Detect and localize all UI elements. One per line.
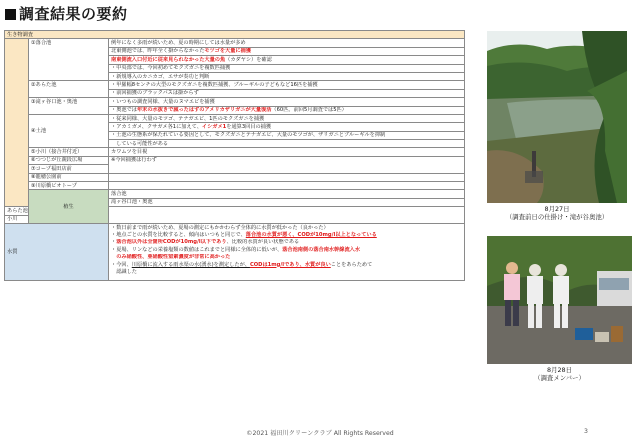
section-water: 水質	[5, 223, 109, 280]
ochiai-row-5: ・新規導入のカニカゴ、エサが奏功と判断	[109, 72, 465, 80]
site-ochiai: ①落合池	[29, 39, 109, 81]
water-row-6: ・今回、川原橋に流入する雨水渠の水(湧水)を測定したが、CODは1mg/lであり、水質が良いことをあらためて	[109, 261, 465, 268]
members-photo	[487, 236, 632, 364]
pond-photo-illustration	[487, 31, 627, 203]
water-red-5: CODは1mg/lであり、水質が良い	[249, 261, 331, 268]
section-biology: 生き物調査	[5, 31, 465, 39]
ochiai-row-4: ・中央部では、今回初めてモクズガニを複数匹捕獲	[109, 64, 465, 72]
taki-red: 年末の水抜きで減ったはずのアメリカザリガニが大量復活	[136, 107, 272, 114]
site-coop: ⑦コープ福田店前	[29, 165, 109, 173]
site-taki: ③滝ヶ谷口池・奥池	[29, 98, 109, 115]
tsuchi-row-2: ・アカミガメ、クサガメ各1に加えて、イシガメ1を通算3回目の捕獲	[109, 123, 465, 131]
ochiai-row-3: 南東側流入口付近に従来見られなかった大量の魚（カダヤシ）を確認	[109, 56, 465, 64]
site-kanaho: ⑧龍穂公園前	[29, 173, 109, 181]
plant-ochiai: 落合池	[109, 190, 465, 198]
page-title-text: 調査結果の要約	[19, 5, 128, 23]
table-row	[5, 39, 465, 47]
ochiai-row-2: 北東側池では、昨年全く掛からなかったモツゴを大量に捕獲	[109, 47, 465, 55]
tsuchi-red: イシガメ1	[201, 123, 227, 130]
taki-row-1: ・いつもの調査同様、大量のヌマエビを捕獲	[109, 98, 465, 106]
water-row-1: ・数日前まで雨が続いため、夏場の測定にもかかわらず全体的に水質が低かった（良かった）	[109, 223, 465, 231]
site-ogawa: ⑤小川（接合井付近）	[29, 148, 109, 156]
water-red-2: 落合池以外は全箇所CODが10mg/l以下であり	[116, 239, 227, 246]
top-caption-date: 8月27日	[544, 205, 570, 213]
ochiai-red-1: モツゴを大量に捕獲	[204, 48, 251, 55]
page-number: 3	[584, 428, 588, 435]
water-row-7: 認識した	[109, 268, 465, 280]
ochiai-red-2: 南東側流入口付近に従来見られなかった大量の魚	[111, 56, 226, 63]
site-kawahara: ⑨川原橋ビオトープ	[29, 182, 109, 190]
taki-row-2: ・奥池では年末の水抜きで減ったはずのアメリカザリガニが大量復活（60匹。前回5月調査では5匹）	[109, 106, 465, 114]
arata-row-1: ・甲羅幅8センチの大型のモクズガニを複数匹捕獲、ブルーギルの子どもなど16匹を捕獲	[109, 81, 465, 89]
arata-row-2: ・前回捕獲のブラックバスは掛からず	[109, 89, 465, 97]
members-photo-illustration	[487, 236, 632, 364]
water-row-5	[109, 254, 465, 261]
bottom-caption-desc: （調査メンバー）	[534, 374, 585, 382]
pond-photo	[487, 31, 627, 203]
table-row	[5, 223, 465, 231]
biology-side-cell	[5, 39, 29, 207]
section-plants: 植生	[29, 190, 109, 224]
table-row	[5, 173, 465, 181]
table-row	[5, 114, 465, 122]
table-row	[5, 156, 465, 164]
top-caption-desc: （調査前日の仕掛け・滝が谷奥池）	[505, 213, 609, 221]
bottom-caption-date: 8月28日	[547, 366, 572, 374]
ochiai-row-1: 例年になく多雨が続いため、夏の時期にしては水量が多め	[109, 39, 465, 47]
tsuchi-row-4: している可能性がある	[109, 140, 465, 148]
plant-ogawa: 小川	[5, 215, 29, 223]
bottom-photo-caption	[487, 366, 632, 382]
water-red-3: 落合池南側の落合南水幹線流入水	[282, 246, 361, 253]
site-tsuchi: ④土池	[29, 114, 109, 148]
site-arata: ②あらた池	[29, 81, 109, 98]
ogawa-row: カワムツを目視	[109, 148, 465, 156]
table-row	[5, 182, 465, 190]
site-tsutsuji: ⑥つつじが丘親段広場	[29, 156, 109, 164]
water-row-4: ・夏場、リンなどの栄養塩類の数値はこれまでと同様に全体的に低いが、落合池南側の落合南水幹線流入水	[109, 246, 465, 253]
top-photo-caption	[487, 205, 627, 221]
water-red-1: 落合池の水質が悪く、CODが10mg/l以上となっている	[245, 231, 377, 238]
water-red-4: のみ硝酸性、亜硝酸性窒素濃度が非常に高かった	[116, 254, 231, 261]
table-row	[5, 81, 465, 89]
tsuchi-row-1: ・従来同様、大量のモツゴ、テナガエビ、1匹のモクズガニを捕獲	[109, 114, 465, 122]
table-row	[5, 190, 465, 198]
plant-arata: あらた池	[5, 207, 29, 215]
table-row	[5, 31, 465, 39]
water-row-3: ・落合池以外は全箇所CODが10mg/l以下であり、比較的水質が良い状態である	[109, 239, 465, 246]
not-done-note: ※今回捕獲は行わず	[109, 156, 465, 173]
page-title	[5, 3, 128, 24]
table-row	[5, 148, 465, 156]
summary-table	[4, 30, 465, 281]
plant-taki: 滝ヶ谷口池・奥池	[109, 198, 465, 206]
water-row-2: ・地点ごとの水質を比較すると、傾向はいつもと同じで、落合池の水質が悪く、CODが10mg/l以上となっている	[109, 231, 465, 238]
title-square-icon	[5, 9, 16, 20]
footer-copyright: ©2021 福田川クリーンクラブ All Rights Reserved	[246, 430, 394, 437]
tsuchi-row-3: ・土池の生態系が保たれている要因として、モクズガニとテナガエビ、大量のモツゴが、ザリガニとブルーギルを抑制	[109, 131, 465, 139]
table-row	[5, 98, 465, 106]
